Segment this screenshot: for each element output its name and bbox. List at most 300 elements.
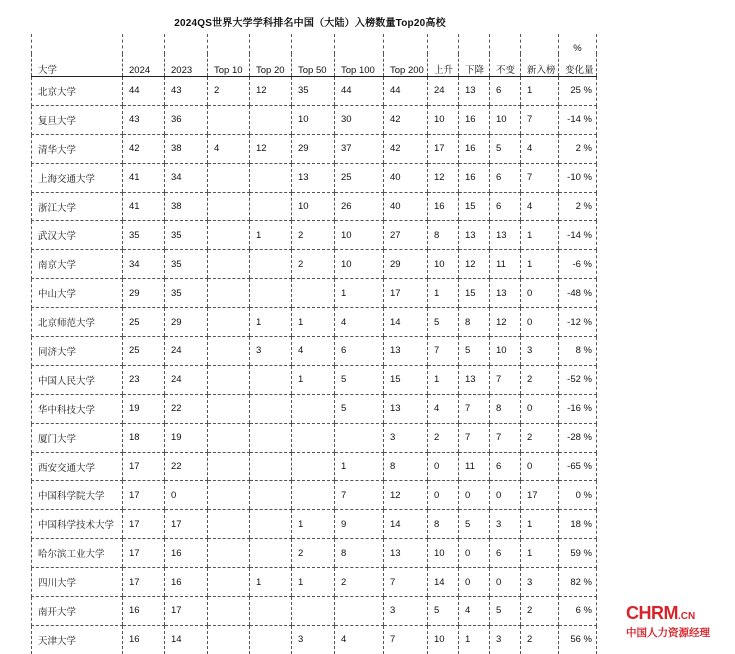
table-row — [32, 510, 597, 539]
cell-down: 1 — [459, 625, 490, 653]
cell-down: 16 — [459, 134, 490, 163]
cell-top200: 13 — [384, 394, 428, 423]
cell-top100: 10 — [335, 250, 384, 279]
cell-y2024: 25 — [123, 308, 165, 337]
cell-up: 10 — [428, 625, 459, 653]
cell-change: -52 % — [559, 365, 597, 394]
cell-top200: 40 — [384, 192, 428, 221]
university-name-cell: 清华大学 — [32, 134, 123, 163]
table-row — [32, 625, 597, 653]
cell-top10 — [208, 452, 250, 481]
cell-same: 7 — [490, 423, 521, 452]
cell-top50: 1 — [292, 365, 335, 394]
table-row — [32, 221, 597, 250]
cell-top10 — [208, 423, 250, 452]
cell-y2023: 22 — [165, 452, 208, 481]
cell-change: 2 % — [559, 192, 597, 221]
table-row — [32, 365, 597, 394]
cell-y2023: 34 — [165, 163, 208, 192]
cell-top50: 2 — [292, 221, 335, 250]
cell-top20: 12 — [250, 134, 292, 163]
cell-new: 1 — [521, 539, 559, 568]
cell-top50: 10 — [292, 105, 335, 134]
cell-top50 — [292, 394, 335, 423]
cell-up: 2 — [428, 423, 459, 452]
cell-top200: 13 — [384, 539, 428, 568]
header-row-top — [32, 34, 597, 54]
cell-down: 7 — [459, 423, 490, 452]
cell-y2024: 16 — [123, 597, 165, 626]
cell-top50: 3 — [292, 625, 335, 653]
cell-same: 0 — [490, 481, 521, 510]
cell-up: 5 — [428, 597, 459, 626]
cell-y2024: 44 — [123, 77, 165, 106]
cell-top100 — [335, 423, 384, 452]
cell-top100: 5 — [335, 365, 384, 394]
cell-y2023: 35 — [165, 279, 208, 308]
cell-down: 4 — [459, 597, 490, 626]
cell-change: 2 % — [559, 134, 597, 163]
cell-same: 0 — [490, 568, 521, 597]
cell-top50 — [292, 452, 335, 481]
cell-top50 — [292, 279, 335, 308]
cell-top20 — [250, 510, 292, 539]
cell-top200: 8 — [384, 452, 428, 481]
cell-top50: 2 — [292, 250, 335, 279]
cell-same: 5 — [490, 597, 521, 626]
university-name-cell: 四川大学 — [32, 568, 123, 597]
table-title: 2024QS世界大学学科排名中国（大陆）入榜数量Top20高校 — [174, 18, 446, 29]
university-name-cell: 上海交通大学 — [32, 163, 123, 192]
university-name-cell: 北京师范大学 — [32, 308, 123, 337]
cell-top10 — [208, 625, 250, 653]
cell-top200: 3 — [384, 423, 428, 452]
cell-change: -10 % — [559, 163, 597, 192]
table-row — [32, 308, 597, 337]
cell-top200: 13 — [384, 337, 428, 366]
cell-down: 5 — [459, 337, 490, 366]
cell-up: 10 — [428, 539, 459, 568]
cell-new: 2 — [521, 597, 559, 626]
cell-up: 8 — [428, 510, 459, 539]
cell-top100: 5 — [335, 394, 384, 423]
cell-top50 — [292, 423, 335, 452]
table-row — [32, 105, 597, 134]
cell-top10 — [208, 308, 250, 337]
cell-top10: 4 — [208, 134, 250, 163]
cell-top100: 8 — [335, 539, 384, 568]
cell-y2023: 16 — [165, 539, 208, 568]
cell-y2024: 17 — [123, 452, 165, 481]
cell-top20 — [250, 481, 292, 510]
table-row — [32, 481, 597, 510]
cell-down: 0 — [459, 481, 490, 510]
cell-new: 0 — [521, 394, 559, 423]
cell-top100 — [335, 597, 384, 626]
cell-same: 5 — [490, 134, 521, 163]
cell-top20 — [250, 105, 292, 134]
cell-top20: 1 — [250, 308, 292, 337]
cell-y2024: 16 — [123, 625, 165, 653]
cell-down: 0 — [459, 568, 490, 597]
cell-same: 6 — [490, 539, 521, 568]
cell-up: 17 — [428, 134, 459, 163]
cell-up: 8 — [428, 221, 459, 250]
university-name-cell: 南京大学 — [32, 250, 123, 279]
logo-domain-suffix: .CN — [678, 611, 696, 622]
column-header-top100: Top 100 — [335, 54, 384, 77]
university-name-cell: 南开大学 — [32, 597, 123, 626]
cell-same: 13 — [490, 221, 521, 250]
cell-up: 14 — [428, 568, 459, 597]
cell-top100: 10 — [335, 221, 384, 250]
cell-down: 13 — [459, 77, 490, 106]
cell-y2023: 24 — [165, 337, 208, 366]
university-name-cell: 同济大学 — [32, 337, 123, 366]
cell-down: 15 — [459, 192, 490, 221]
cell-new: 7 — [521, 105, 559, 134]
cell-top200: 14 — [384, 308, 428, 337]
cell-top200: 15 — [384, 365, 428, 394]
cell-top100: 1 — [335, 279, 384, 308]
cell-change: -48 % — [559, 279, 597, 308]
cell-same: 3 — [490, 510, 521, 539]
cell-up: 12 — [428, 163, 459, 192]
cell-new: 4 — [521, 192, 559, 221]
cell-change: 18 % — [559, 510, 597, 539]
table-body — [32, 77, 597, 654]
cell-top50 — [292, 481, 335, 510]
column-header-up: 上升 — [428, 54, 459, 77]
cell-y2024: 34 — [123, 250, 165, 279]
cell-top100: 37 — [335, 134, 384, 163]
cell-down: 8 — [459, 308, 490, 337]
cell-top20 — [250, 192, 292, 221]
cell-change: 82 % — [559, 568, 597, 597]
cell-down: 13 — [459, 365, 490, 394]
column-header-new: 新入榜 — [521, 54, 559, 77]
cell-change: -28 % — [559, 423, 597, 452]
table-row — [32, 77, 597, 106]
cell-y2024: 41 — [123, 192, 165, 221]
cell-change: 56 % — [559, 625, 597, 653]
header-row — [32, 54, 597, 77]
cell-new: 3 — [521, 337, 559, 366]
cell-up: 4 — [428, 394, 459, 423]
cell-down: 12 — [459, 250, 490, 279]
table-row — [32, 568, 597, 597]
logo-tagline: 中国人力资源经理 — [626, 627, 710, 639]
cell-y2024: 17 — [123, 481, 165, 510]
cell-y2024: 17 — [123, 510, 165, 539]
cell-top200: 42 — [384, 134, 428, 163]
cell-top20 — [250, 539, 292, 568]
cell-new: 0 — [521, 279, 559, 308]
column-header-university: 大学 — [32, 54, 123, 77]
cell-top200: 14 — [384, 510, 428, 539]
university-name-cell: 厦门大学 — [32, 423, 123, 452]
cell-top100: 44 — [335, 77, 384, 106]
table-row — [32, 250, 597, 279]
table-row — [32, 394, 597, 423]
cell-new: 3 — [521, 568, 559, 597]
cell-new: 0 — [521, 308, 559, 337]
cell-down: 16 — [459, 105, 490, 134]
cell-top20: 1 — [250, 568, 292, 597]
cell-same: 6 — [490, 77, 521, 106]
cell-top20 — [250, 163, 292, 192]
cell-top10 — [208, 568, 250, 597]
cell-new: 17 — [521, 481, 559, 510]
cell-down: 11 — [459, 452, 490, 481]
cell-y2023: 35 — [165, 250, 208, 279]
cell-top10 — [208, 105, 250, 134]
cell-y2024: 23 — [123, 365, 165, 394]
cell-same: 6 — [490, 452, 521, 481]
cell-top50 — [292, 597, 335, 626]
column-header-top200: Top 200 — [384, 54, 428, 77]
cell-change: -16 % — [559, 394, 597, 423]
cell-change: 25 % — [559, 77, 597, 106]
cell-up: 10 — [428, 105, 459, 134]
table-row — [32, 279, 597, 308]
cell-down: 16 — [459, 163, 490, 192]
university-name-cell: 中山大学 — [32, 279, 123, 308]
column-header-top20: Top 20 — [250, 54, 292, 77]
cell-down: 13 — [459, 221, 490, 250]
cell-top10 — [208, 481, 250, 510]
cell-top200: 27 — [384, 221, 428, 250]
cell-top200: 44 — [384, 77, 428, 106]
cell-top20 — [250, 625, 292, 653]
cell-up: 0 — [428, 481, 459, 510]
university-name-cell: 哈尔滨工业大学 — [32, 539, 123, 568]
cell-top100: 2 — [335, 568, 384, 597]
cell-top100: 7 — [335, 481, 384, 510]
column-header-top10: Top 10 — [208, 54, 250, 77]
cell-change: -12 % — [559, 308, 597, 337]
table-row — [32, 134, 597, 163]
cell-top10 — [208, 163, 250, 192]
cell-up: 16 — [428, 192, 459, 221]
chrm-logo — [626, 604, 734, 640]
cell-y2023: 43 — [165, 77, 208, 106]
cell-top100: 6 — [335, 337, 384, 366]
university-name-cell: 中国科学技术大学 — [32, 510, 123, 539]
cell-top100: 4 — [335, 625, 384, 653]
cell-top50: 1 — [292, 510, 335, 539]
cell-same: 6 — [490, 192, 521, 221]
cell-up: 24 — [428, 77, 459, 106]
table-row — [32, 452, 597, 481]
university-name-cell: 中国人民大学 — [32, 365, 123, 394]
cell-down: 15 — [459, 279, 490, 308]
university-name-cell: 北京大学 — [32, 77, 123, 106]
university-name-cell: 天津大学 — [32, 625, 123, 653]
cell-down: 0 — [459, 539, 490, 568]
cell-top10 — [208, 221, 250, 250]
cell-change: -14 % — [559, 105, 597, 134]
cell-y2024: 42 — [123, 134, 165, 163]
cell-up: 1 — [428, 365, 459, 394]
cell-same: 11 — [490, 250, 521, 279]
cell-up: 10 — [428, 250, 459, 279]
cell-top10 — [208, 250, 250, 279]
cell-same: 8 — [490, 394, 521, 423]
cell-new: 0 — [521, 452, 559, 481]
cell-top50: 2 — [292, 539, 335, 568]
cell-change: -14 % — [559, 221, 597, 250]
cell-y2023: 14 — [165, 625, 208, 653]
table-row — [32, 163, 597, 192]
cell-up: 1 — [428, 279, 459, 308]
logo-main-text: CHRM — [626, 603, 678, 623]
cell-top20 — [250, 452, 292, 481]
cell-top10 — [208, 337, 250, 366]
cell-y2023: 35 — [165, 221, 208, 250]
cell-y2024: 19 — [123, 394, 165, 423]
cell-down: 5 — [459, 510, 490, 539]
cell-new: 2 — [521, 625, 559, 653]
cell-top50: 1 — [292, 308, 335, 337]
cell-same: 13 — [490, 279, 521, 308]
table-row — [32, 192, 597, 221]
cell-new: 7 — [521, 163, 559, 192]
cell-down: 7 — [459, 394, 490, 423]
cell-top10 — [208, 539, 250, 568]
university-name-cell: 复旦大学 — [32, 105, 123, 134]
cell-top100: 25 — [335, 163, 384, 192]
cell-y2024: 29 — [123, 279, 165, 308]
cell-top10 — [208, 510, 250, 539]
cell-top20: 3 — [250, 337, 292, 366]
cell-top20 — [250, 423, 292, 452]
cell-y2023: 38 — [165, 134, 208, 163]
cell-y2024: 18 — [123, 423, 165, 452]
table-row — [32, 539, 597, 568]
cell-same: 3 — [490, 625, 521, 653]
cell-top200: 17 — [384, 279, 428, 308]
university-name-cell: 华中科技大学 — [32, 394, 123, 423]
cell-y2023: 16 — [165, 568, 208, 597]
cell-top20: 1 — [250, 221, 292, 250]
cell-top50: 13 — [292, 163, 335, 192]
university-name-cell: 中国科学院大学 — [32, 481, 123, 510]
cell-top10: 2 — [208, 77, 250, 106]
cell-y2024: 17 — [123, 568, 165, 597]
cell-y2023: 0 — [165, 481, 208, 510]
cell-new: 1 — [521, 221, 559, 250]
cell-top20 — [250, 365, 292, 394]
cell-y2024: 41 — [123, 163, 165, 192]
cell-change: 59 % — [559, 539, 597, 568]
cell-same: 12 — [490, 308, 521, 337]
column-header-change: 变化量 — [559, 54, 597, 77]
cell-top200: 3 — [384, 597, 428, 626]
cell-top10 — [208, 192, 250, 221]
cell-top50: 10 — [292, 192, 335, 221]
cell-top50: 1 — [292, 568, 335, 597]
cell-change: -65 % — [559, 452, 597, 481]
column-header-same: 不变 — [490, 54, 521, 77]
cell-up: 7 — [428, 337, 459, 366]
cell-top100: 30 — [335, 105, 384, 134]
cell-change: -6 % — [559, 250, 597, 279]
cell-top100: 4 — [335, 308, 384, 337]
university-name-cell: 武汉大学 — [32, 221, 123, 250]
cell-new: 2 — [521, 423, 559, 452]
cell-y2023: 29 — [165, 308, 208, 337]
cell-change: 6 % — [559, 597, 597, 626]
table-row — [32, 423, 597, 452]
column-header-2024: 2024 — [123, 54, 165, 77]
cell-y2023: 24 — [165, 365, 208, 394]
cell-y2023: 17 — [165, 597, 208, 626]
cell-up: 0 — [428, 452, 459, 481]
cell-y2024: 43 — [123, 105, 165, 134]
cell-top200: 7 — [384, 625, 428, 653]
cell-y2024: 35 — [123, 221, 165, 250]
cell-y2024: 25 — [123, 337, 165, 366]
cell-top200: 29 — [384, 250, 428, 279]
cell-y2024: 17 — [123, 539, 165, 568]
column-header-down: 下降 — [459, 54, 490, 77]
cell-new: 1 — [521, 77, 559, 106]
cell-change: 0 % — [559, 481, 597, 510]
cell-top20 — [250, 250, 292, 279]
cell-top50: 35 — [292, 77, 335, 106]
cell-up: 5 — [428, 308, 459, 337]
ranking-table — [31, 34, 597, 654]
cell-y2023: 38 — [165, 192, 208, 221]
cell-same: 6 — [490, 163, 521, 192]
cell-top50: 29 — [292, 134, 335, 163]
table-row — [32, 337, 597, 366]
cell-top100: 1 — [335, 452, 384, 481]
column-header-top50: Top 50 — [292, 54, 335, 77]
cell-top100: 9 — [335, 510, 384, 539]
cell-y2023: 19 — [165, 423, 208, 452]
university-name-cell: 西安交通大学 — [32, 452, 123, 481]
table-row — [32, 597, 597, 626]
cell-top20 — [250, 394, 292, 423]
cell-same: 10 — [490, 105, 521, 134]
cell-top20 — [250, 279, 292, 308]
cell-top100: 26 — [335, 192, 384, 221]
column-header-2023: 2023 — [165, 54, 208, 77]
cell-new: 4 — [521, 134, 559, 163]
cell-new: 1 — [521, 250, 559, 279]
column-header-pct-symbol: % — [559, 34, 597, 54]
cell-same: 10 — [490, 337, 521, 366]
cell-top10 — [208, 279, 250, 308]
cell-top20 — [250, 597, 292, 626]
cell-y2023: 17 — [165, 510, 208, 539]
cell-top200: 40 — [384, 163, 428, 192]
cell-new: 2 — [521, 365, 559, 394]
cell-top10 — [208, 394, 250, 423]
cell-y2023: 36 — [165, 105, 208, 134]
cell-top10 — [208, 597, 250, 626]
cell-top200: 7 — [384, 568, 428, 597]
cell-change: 8 % — [559, 337, 597, 366]
cell-top200: 12 — [384, 481, 428, 510]
cell-top20: 12 — [250, 77, 292, 106]
cell-y2023: 22 — [165, 394, 208, 423]
cell-top50: 4 — [292, 337, 335, 366]
university-name-cell: 浙江大学 — [32, 192, 123, 221]
cell-new: 1 — [521, 510, 559, 539]
